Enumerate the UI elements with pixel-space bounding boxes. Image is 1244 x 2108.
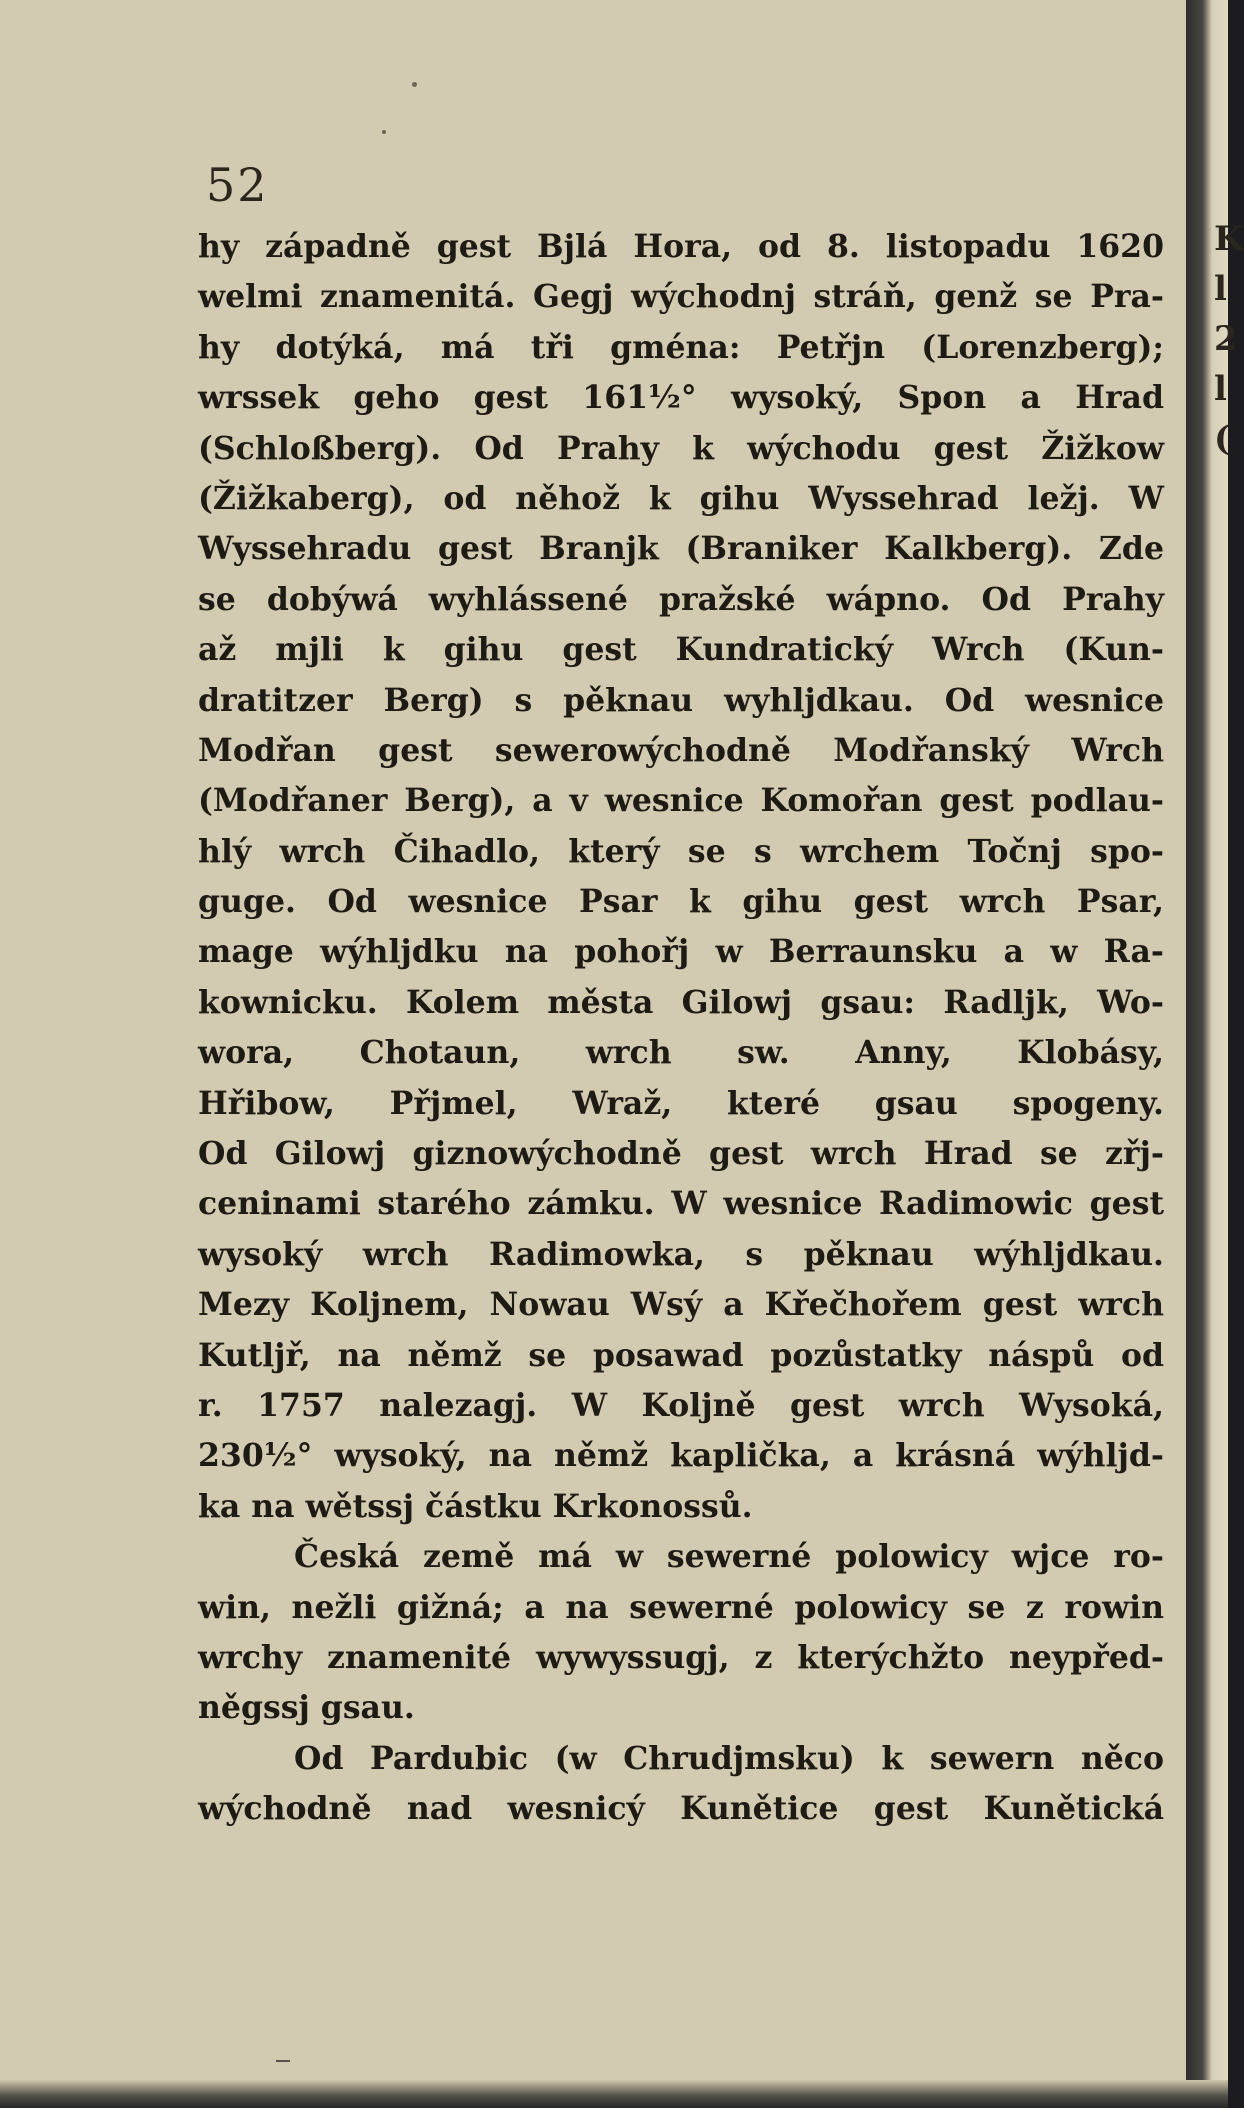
text-line: dratitzer Berg) s pěknau wyhljdkau. Od wesnice <box>198 681 1164 719</box>
next-page-glyph: 2 <box>1214 319 1238 359</box>
text-line: ka na wětssj částku Krkonossů. <box>198 1487 753 1525</box>
next-page-glyph: l <box>1214 369 1227 409</box>
text-line: Hřibow, Přjmel, Wraž, které gsau spogeny. <box>198 1084 1164 1122</box>
text-line: hy dotýká, má tři gména: Petřjn (Lorenzberg); <box>198 328 1164 366</box>
text-line: hlý wrch Čihadlo, který se s wrchem Točnj spo- <box>198 832 1164 870</box>
paragraph-start-line: Od Pardubic (w Chrudjmsku) k sewern něco <box>294 1739 1164 1777</box>
text-line: Kutljř, na němž se posawad pozůstatky náspů od <box>198 1336 1164 1374</box>
scan-bottom-edge <box>0 2080 1228 2108</box>
next-page-glyph: l <box>1214 269 1227 309</box>
paper-speck <box>412 82 417 87</box>
text-line: welmi znamenitá. Gegj wýchodnj stráň, genž se Pra- <box>198 278 1164 316</box>
text-line: Od Gilowj giznowýchodně gest wrch Hrad se zřj- <box>198 1135 1164 1173</box>
next-page-gutter <box>1186 0 1231 2108</box>
next-page-glyph: K <box>1214 219 1244 259</box>
text-line: (Schloßberg). Od Prahy k wýchodu gest Žižkow <box>198 429 1164 467</box>
page-number: 52 <box>206 158 269 212</box>
text-line: wora, Chotaun, wrch sw. Anny, Klobásy, <box>198 1034 1164 1072</box>
text-line: něgssj gsau. <box>198 1689 415 1727</box>
text-line: mage wýhljdku na pohořj w Berraunsku a w Ra- <box>198 933 1164 971</box>
text-line: Modřan gest sewerowýchodně Modřanský Wrch <box>198 731 1164 769</box>
text-line: se dobýwá wyhlássené pražské wápno. Od Prahy <box>198 580 1164 618</box>
text-line: Wyssehradu gest Branjk (Braniker Kalkberg). Zde <box>198 530 1164 568</box>
paragraph-start-line: Česká země má w sewerné polowicy wjce ro- <box>294 1538 1164 1576</box>
text-line: wysoký wrch Radimowka, s pěknau wýhljdkau. <box>198 1235 1164 1273</box>
next-page-glyph: ( <box>1214 419 1231 459</box>
text-line: r. 1757 nalezagj. W Koljně gest wrch Wysoká, <box>198 1386 1164 1424</box>
text-line: wrchy znamenité wywyssugj, z kterýchžto neypřed- <box>198 1638 1164 1676</box>
text-line: ceninami starého zámku. W wesnice Radimowic gest <box>198 1185 1164 1223</box>
text-line: (Modřaner Berg), a v wesnice Komořan gest podlau- <box>198 782 1164 820</box>
text-line: (Žižkaberg), od něhož k gihu Wyssehrad ležj. W <box>198 479 1164 517</box>
paper-mark <box>276 2060 290 2062</box>
body-text <box>198 222 1164 1835</box>
text-line: guge. Od wesnice Psar k gihu gest wrch Psar, <box>198 883 1164 921</box>
text-line: win, nežli gižná; a na sewerné polowicy se z rowin <box>198 1588 1164 1626</box>
text-line: Mezy Koljnem, Nowau Wsý a Křečhořem gest wrch <box>198 1286 1164 1324</box>
text-line: wrssek geho gest 161½° wysoký, Spon a Hrad <box>198 379 1164 417</box>
text-line: wýchodně nad wesnicý Kunětice gest Kunětická <box>198 1790 1164 1828</box>
paper-speck <box>382 130 386 134</box>
text-line: až mjli k gihu gest Kundratický Wrch (Kun- <box>198 631 1164 669</box>
text-line: kownicku. Kolem města Gilowj gsau: Radljk, Wo- <box>198 983 1164 1021</box>
text-line: 230½° wysoký, na němž kaplička, a krásná wýhljd- <box>198 1437 1164 1475</box>
text-line: hy západně gest Bjlá Hora, od 8. listopadu 1620 <box>198 228 1164 265</box>
